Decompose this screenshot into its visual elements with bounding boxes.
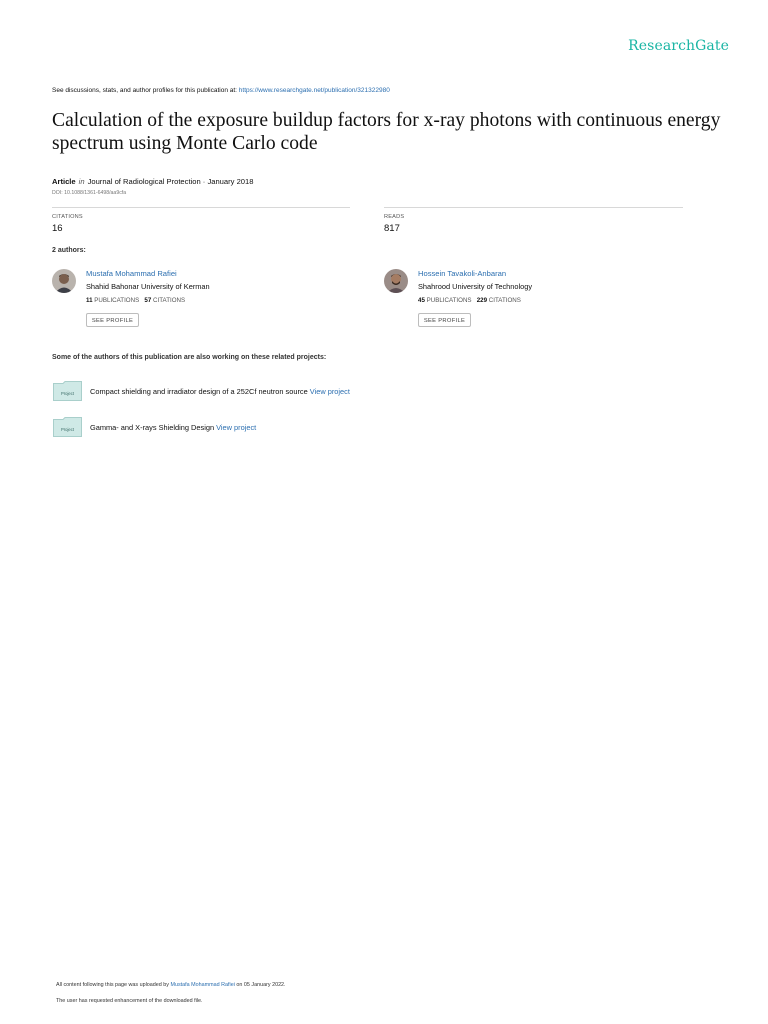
author-2-affiliation: Shahrood University of Technology [418,282,533,291]
author-1-stats [86,297,185,304]
journal-name[interactable]: Journal of Radiological Protection · January 2018 [87,177,254,186]
reads-divider [384,207,683,208]
enhancement-note: The user has requested enhancement of the downloaded file. [56,998,203,1004]
in-word: in [78,177,85,186]
reads-label: READS [384,214,405,220]
project-2-icon-label: Project [60,427,75,432]
author-2-avatar[interactable] [384,269,408,293]
uploader-link[interactable]: Mustafa Mohammad Rafiei [170,982,235,988]
project-2-folder-icon [53,417,82,437]
citations-divider [52,207,350,208]
project-1-title: Compact shielding and irradiator design of a 252Cf neutron source [90,387,310,396]
publication-meta [52,177,253,186]
author-2-citations-count: 229 [476,297,488,304]
author-2-publications-count: 45 [418,297,425,304]
author-2-stats [418,297,521,304]
authors-heading: 2 authors: [52,247,86,254]
publication-link[interactable]: https://www.researchgate.net/publication/321322980 [238,87,390,94]
author-2-name[interactable]: Hossein Tavakoli-Anbaran [418,269,507,278]
projects-heading: Some of the authors of this publication are also working on these related projects: [52,354,327,361]
project-2-view-link[interactable]: View project [216,423,257,432]
author-2-citations-label: CITATIONS [488,297,521,304]
author-1-name[interactable]: Mustafa Mohammad Rafiei [86,269,177,278]
citations-count: 16 [52,223,63,234]
author-1-citations-label: CITATIONS [153,297,186,304]
discussions-text: See discussions, stats, and author profiles for this publication at: [52,87,239,94]
article-type: Article [52,177,76,186]
upload-note [56,982,286,988]
discussions-line [52,87,390,94]
author-1-publications-count: 11 [86,297,93,304]
page-title: Calculation of the exposure buildup factors for x-ray photons with continuous energy spectrum using Monte Carlo code [52,110,721,154]
researchgate-logo[interactable]: ResearchGate [628,38,729,54]
author-1-affiliation: Shahid Bahonar University of Kerman [86,282,210,291]
author-2-publications-label: PUBLICATIONS [426,297,472,304]
author-1-avatar[interactable] [52,269,76,293]
doi: DOI: 10.1088/1361-6498/aa9cfa [52,190,127,196]
reads-count: 817 [384,223,400,234]
citations-label: CITATIONS [52,214,83,220]
project-1 [90,387,350,396]
author-1-see-profile-button[interactable]: SEE PROFILE [86,313,139,327]
upload-suffix: on 05 January 2022. [234,982,286,988]
author-2-see-profile-button[interactable]: SEE PROFILE [418,313,471,327]
author-1-publications-label: PUBLICATIONS [94,297,140,304]
project-1-icon-label: Project [60,391,75,396]
project-2-title: Gamma- and X-rays Shielding Design [90,423,217,432]
upload-prefix: All content following this page was uploaded by [56,982,171,988]
project-1-view-link[interactable]: View project [309,387,350,396]
author-1-citations-count: 57 [144,297,152,304]
project-2 [90,423,256,432]
project-1-folder-icon [53,381,82,401]
